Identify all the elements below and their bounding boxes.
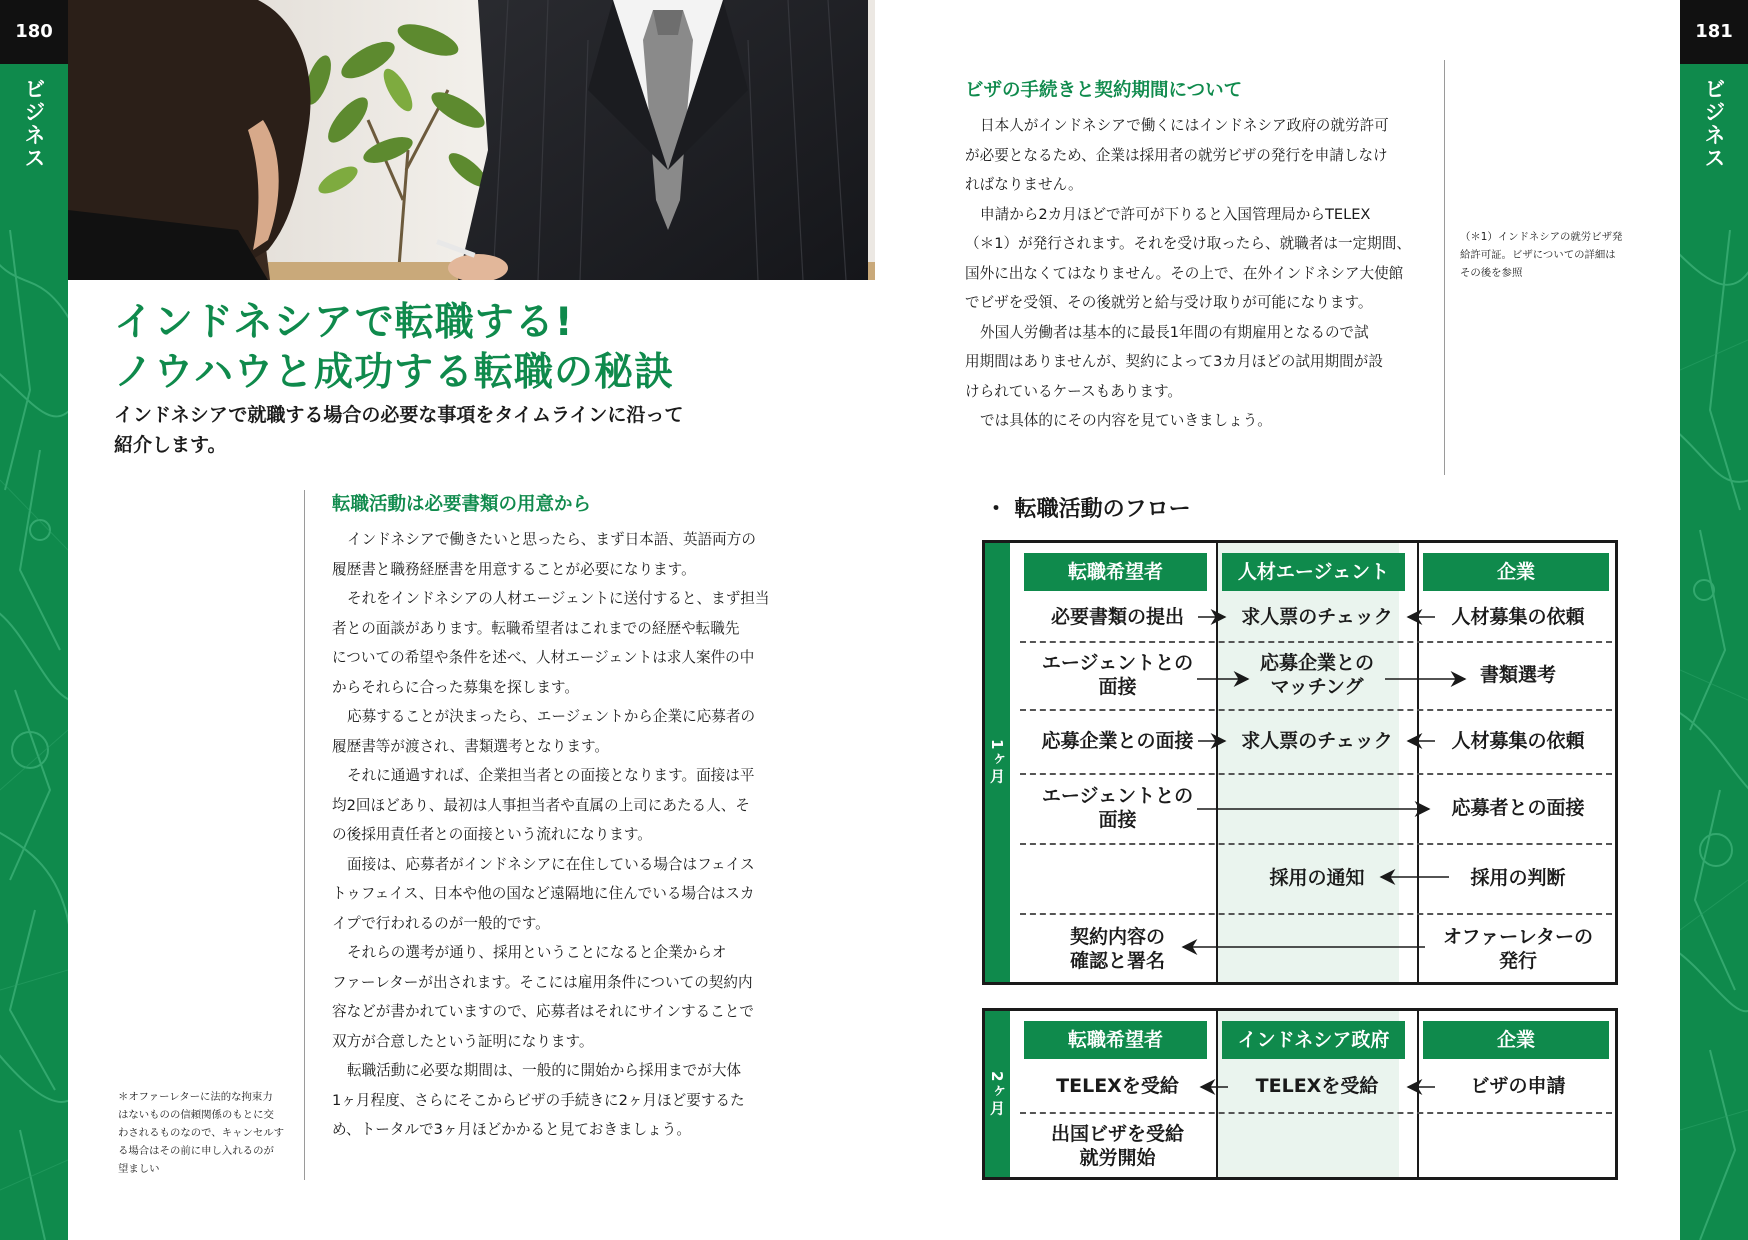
body-line: それらの選考が通り、採用ということになると企業からオ bbox=[347, 944, 727, 961]
body-line: 日本人がインドネシアで働くにはインドネシア政府の就労許可 bbox=[980, 117, 1389, 134]
body-line: 応募することが決まったら、エージェントから企業に応募者の bbox=[347, 708, 756, 725]
section-tab-right: ビジネス bbox=[1702, 78, 1726, 170]
header-jobseeker-2: 転職希望者 bbox=[1024, 1021, 1207, 1059]
map-pattern-right bbox=[1680, 230, 1748, 1240]
map-pattern-left bbox=[0, 230, 68, 1240]
right-side-strip bbox=[1680, 0, 1748, 1240]
step-offer-letter: オファーレターの 発行 bbox=[1443, 926, 1593, 972]
body-line: が必要となるため、企業は採用者の就労ビザの発行を申請しなけ bbox=[965, 146, 1388, 164]
note-line: （＊1）インドネシアの就労ビザ発 bbox=[1460, 231, 1623, 243]
note-line: ＊オファーレターに法的な拘束力 bbox=[118, 1091, 273, 1103]
article-title bbox=[114, 298, 674, 398]
body-line: 転職活動に必要な期間は、一般的に開始から採用までが大体 bbox=[347, 1062, 742, 1079]
body-line: イプで行われるのが一般的です。 bbox=[332, 914, 550, 932]
header-jobseeker: 転職希望者 bbox=[1024, 553, 1207, 591]
offer-letter-note bbox=[118, 1088, 294, 1178]
left-side-strip bbox=[0, 0, 68, 1240]
body-line: 履歴書と職務経歴書を用意することが必要になります。 bbox=[332, 560, 696, 578]
body-line: ファーレターが出されます。そこには雇用条件についての契約内 bbox=[332, 973, 753, 991]
step-agent-interview: エージェントとの 面接 bbox=[1041, 652, 1194, 698]
header-photo bbox=[68, 0, 875, 280]
body-line: の後採用責任者との面接という流れになります。 bbox=[332, 826, 652, 843]
note-line: る場合はその前に申し入れるのが bbox=[118, 1145, 274, 1157]
section1-rule bbox=[304, 490, 305, 1180]
step-matching: 応募企業との マッチング bbox=[1259, 652, 1374, 698]
body-line: 国外に出なくてはなりません。その上で、在外インドネシア大使館 bbox=[965, 264, 1404, 282]
month2-label: 2ヶ月 bbox=[988, 1070, 1006, 1118]
step-issue-telex: TELEXを受給 bbox=[1255, 1075, 1379, 1097]
body-line: 1ヶ月程度、さらにそこからビザの手続きに2ヶ月ほど要するた bbox=[332, 1091, 745, 1109]
body-line: ればなりません。 bbox=[965, 176, 1083, 193]
step-request-recruitment: 人材募集の依頼 bbox=[1451, 606, 1585, 628]
section1-heading: 転職活動は必要書類の用意から bbox=[332, 494, 592, 515]
step-hiring-decision: 採用の判断 bbox=[1470, 867, 1566, 889]
body-line: 者との面談があります。転職希望者はこれまでの経歴や転職先 bbox=[332, 619, 740, 637]
body-line: 面接は、応募者がインドネシアに在住している場合はフェイス bbox=[347, 855, 755, 873]
month1-label: 1ヶ月 bbox=[988, 739, 1006, 786]
body-line: それをインドネシアの人材エージェントに送付すると、まず担当 bbox=[347, 590, 770, 607]
flow-month1-arrows bbox=[985, 543, 1615, 982]
body-line: 双方が合意したという証明になります。 bbox=[332, 1032, 594, 1050]
step-hiring-notice: 採用の通知 bbox=[1269, 867, 1365, 889]
step-check-job-listing-2: 求人票のチェック bbox=[1241, 730, 1393, 752]
body-line: でビザを受領、その後就労と給与受け取りが可能になります。 bbox=[965, 294, 1373, 311]
note-line: わされるものなので、キャンセルす bbox=[118, 1127, 285, 1139]
page-number-left: 180 bbox=[0, 0, 68, 64]
article-title-line2: ノウハウと成功する転職の秘訣 bbox=[114, 350, 675, 395]
article-lead-line1: インドネシアで就職する場合の必要な事項をタイムラインに沿って bbox=[114, 404, 684, 426]
article-lead bbox=[114, 400, 714, 460]
step-submit-documents: 必要書類の提出 bbox=[1050, 606, 1184, 628]
body-line: 履歴書等が渡され、書類選考となります。 bbox=[332, 737, 609, 755]
body-line: 申請から2カ月ほどで許可が下りると入国管理局からTELEX bbox=[980, 205, 1371, 223]
step-agent-interview-2: エージェントとの 面接 bbox=[1041, 785, 1194, 831]
note-line: はないものの信頼関係のもとに交 bbox=[118, 1109, 274, 1121]
section1-body bbox=[332, 525, 792, 1145]
header-agent: 人材エージェント bbox=[1222, 553, 1405, 591]
article-title-line1: インドネシアで転職する! bbox=[114, 300, 574, 345]
flow-month2-arrows bbox=[985, 1011, 1615, 1177]
body-line: 均2回ほどあり、最初は人事担当者や直属の上司にあたる人、そ bbox=[332, 796, 750, 814]
step-check-job-listing: 求人票のチェック bbox=[1241, 606, 1393, 628]
step-request-recruitment-2: 人材募集の依頼 bbox=[1451, 730, 1585, 752]
note-line: その後を参照 bbox=[1460, 267, 1523, 279]
header-company: 企業 bbox=[1423, 553, 1609, 591]
step-applicant-interview: 応募者との面接 bbox=[1451, 797, 1585, 819]
body-line: けられているケースもあります。 bbox=[965, 382, 1183, 400]
page-number-right: 181 bbox=[1680, 0, 1748, 64]
section-tab-left: ビジネス bbox=[22, 78, 46, 170]
step-visa-application: ビザの申請 bbox=[1470, 1075, 1566, 1097]
article-lead-line2: 紹介します。 bbox=[114, 434, 227, 456]
note-line: 給許可証。ビザについての詳細は bbox=[1460, 249, 1616, 261]
section2-heading: ビザの手続きと契約期間について bbox=[965, 80, 1243, 101]
step-receive-telex: TELEXを受給 bbox=[1056, 1075, 1179, 1097]
body-line: （＊1）が発行されます。それを受け取ったら、就職者は一定期間、 bbox=[965, 235, 1411, 252]
telex-note bbox=[1460, 228, 1646, 282]
step-exit-visa-start-work: 出国ビザを受給 就労開始 bbox=[1050, 1123, 1184, 1169]
header-company-2: 企業 bbox=[1423, 1021, 1609, 1059]
body-line: め、トータルで3ヶ月ほどかかると見ておきましょう。 bbox=[332, 1121, 691, 1138]
note-line: 望ましい bbox=[118, 1163, 160, 1175]
body-line: からそれらに合った募集を探します。 bbox=[332, 678, 579, 696]
header-government: インドネシア政府 bbox=[1222, 1021, 1405, 1059]
body-line: についての希望や条件を述べ、人材エージェントは求人案件の中 bbox=[332, 649, 755, 666]
interview-photo bbox=[68, 0, 875, 280]
body-line: トゥフェイス、日本や他の国など遠隔地に住んでいる場合はスカ bbox=[332, 885, 755, 902]
step-document-screening: 書類選考 bbox=[1479, 664, 1556, 686]
body-line: 外国人労働者は基本的に最長1年間の有期雇用となるので試 bbox=[980, 323, 1369, 341]
body-line: 用期間はありませんが、契約によって3カ月ほどの試用期間が設 bbox=[965, 353, 1383, 370]
flow-month2-table bbox=[982, 1008, 1618, 1180]
flow-heading: ・ 転職活動のフロー bbox=[985, 497, 1191, 522]
section2-rule bbox=[1444, 60, 1445, 475]
body-line: インドネシアで働きたいと思ったら、まず日本語、英語両方の bbox=[347, 531, 756, 548]
section2-body bbox=[965, 111, 1435, 436]
body-line: では具体的にその内容を見ていきましょう。 bbox=[980, 412, 1272, 429]
step-company-interview: 応募企業との面接 bbox=[1041, 730, 1194, 752]
body-line: 容などが書かれていますので、応募者はそれにサインすることで bbox=[332, 1003, 754, 1020]
flow-month1-table bbox=[982, 540, 1618, 985]
step-sign-contract: 契約内容の 確認と署名 bbox=[1069, 926, 1165, 972]
body-line: それに通過すれば、企業担当者との面接となります。面接は平 bbox=[347, 767, 755, 784]
